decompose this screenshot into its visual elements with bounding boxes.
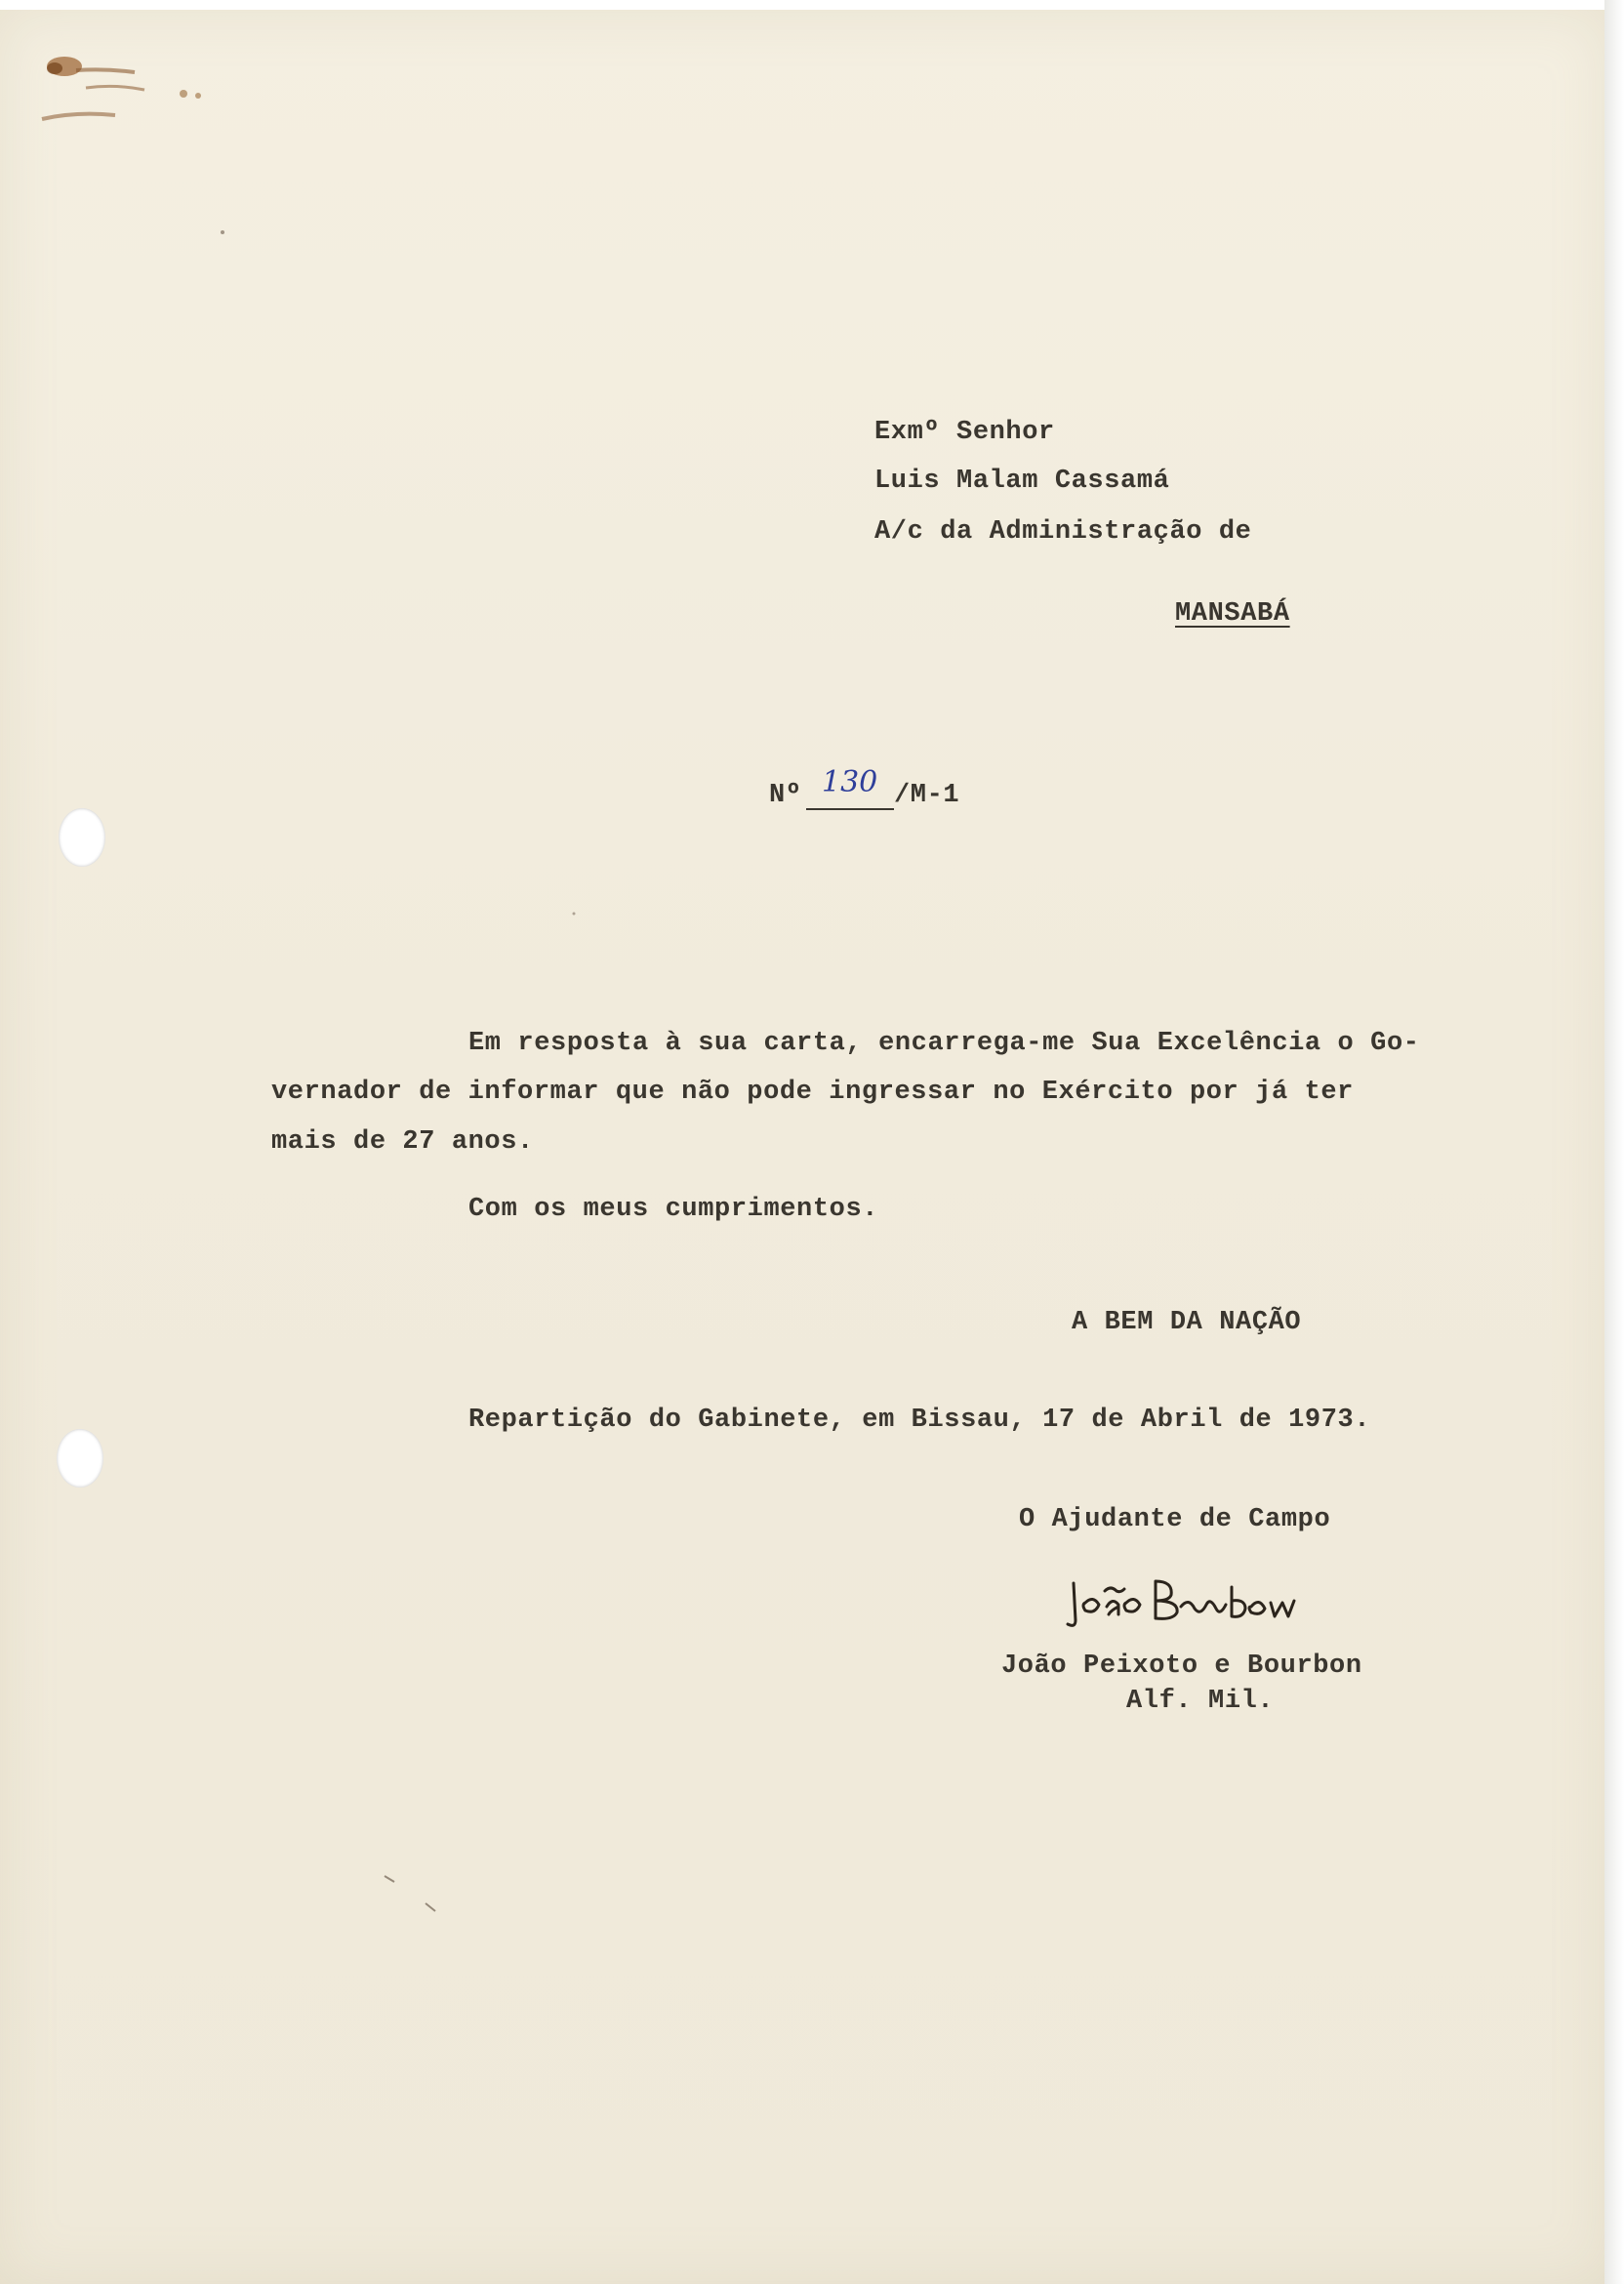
punch-hole-upper (59, 808, 105, 867)
rust-stain (37, 51, 203, 139)
page-edge (1604, 0, 1624, 2284)
body-line-2: vernador de informar que não pode ingressar no Exército por já ter (271, 1078, 1354, 1107)
handwritten-signature (1064, 1568, 1327, 1636)
addressee-place: MANSABÁ (1175, 599, 1290, 629)
reference-prefix: Nº (769, 781, 802, 810)
signatory-rank: Alf. Mil. (1126, 1687, 1275, 1716)
signature-role: O Ajudante de Campo (1019, 1505, 1331, 1534)
dateline: Repartição do Gabinete, em Bissau, 17 de Abril de 1973. (468, 1406, 1371, 1435)
body-closing: Com os meus cumprimentos. (468, 1195, 879, 1224)
body-line-3: mais de 27 anos. (271, 1127, 534, 1157)
punch-hole-lower (57, 1429, 103, 1488)
addressee-care-of: A/c da Administração de (874, 517, 1252, 547)
reference-suffix: /M-1 (894, 781, 960, 810)
addressee-name: Luis Malam Cassamá (874, 467, 1170, 496)
body-line-1: Em resposta à sua carta, encarrega-me Sua Excelência o Go- (468, 1029, 1420, 1058)
reference-number-line (806, 808, 894, 810)
reference-number-handwritten: 130 (822, 765, 878, 799)
motto: A BEM DA NAÇÃO (1072, 1308, 1302, 1337)
addressee-salutation: Exmº Senhor (874, 418, 1055, 447)
signatory-name: João Peixoto e Bourbon (1001, 1652, 1362, 1681)
letter-page (0, 10, 1608, 2284)
